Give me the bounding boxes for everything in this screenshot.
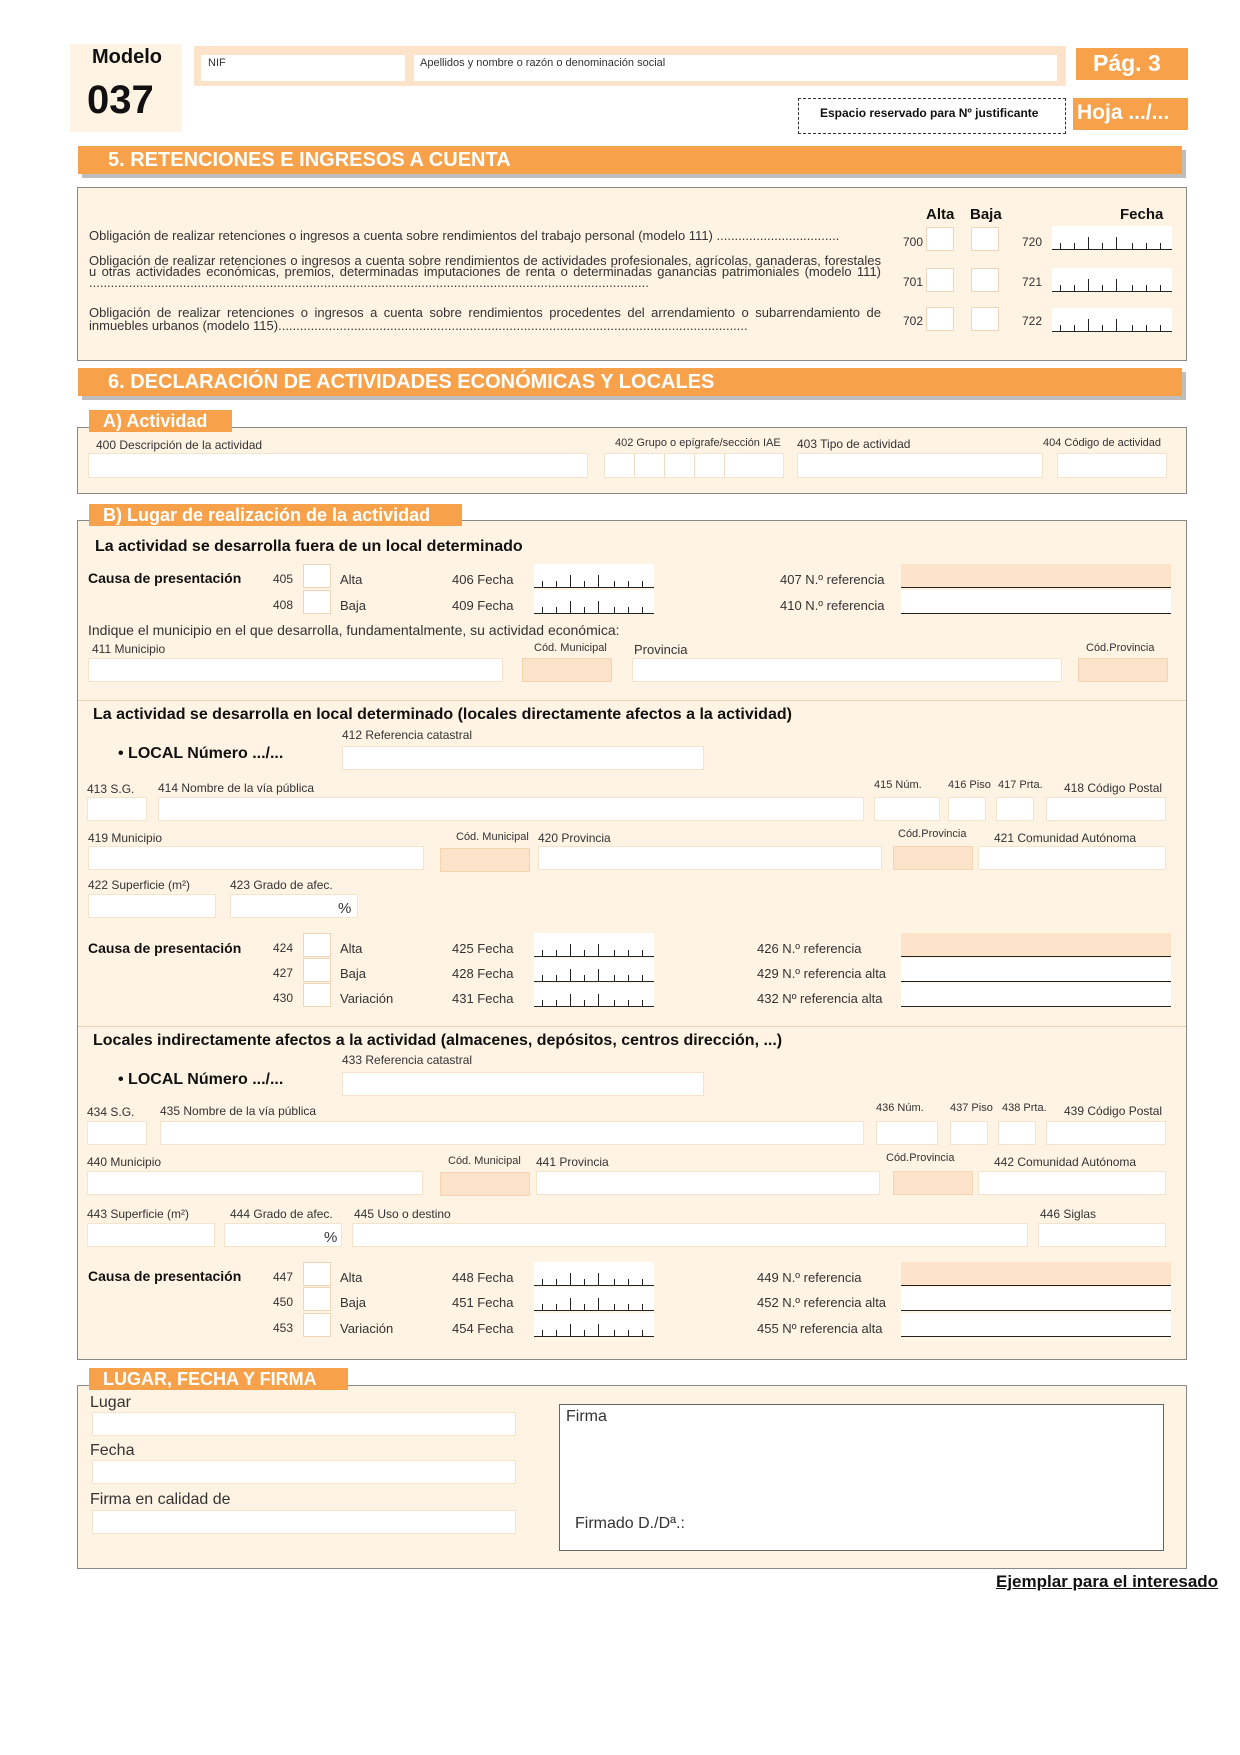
- f416-input[interactable]: [948, 797, 986, 821]
- page-label: Pág. 3: [1093, 50, 1161, 76]
- local-numero-1: • LOCAL Número .../...: [118, 745, 284, 762]
- fuera-title: La actividad se desarrolla fuera de un local determinado: [95, 538, 523, 555]
- alta-code-700: 700: [903, 235, 924, 249]
- f437-label: 437 Piso: [950, 1102, 993, 1114]
- f435-label: 435 Nombre de la vía pública: [160, 1104, 317, 1118]
- baja-label-450: Baja: [340, 1295, 367, 1310]
- f449-label: 449 N.º referencia: [757, 1270, 862, 1285]
- f415-label: 415 Núm.: [874, 779, 922, 791]
- f409-label: 409 Fecha: [452, 598, 514, 613]
- cod-municipal-input-1[interactable]: [522, 658, 612, 682]
- f442-input[interactable]: [978, 1171, 1166, 1195]
- f442-label: 442 Comunidad Autónoma: [994, 1155, 1137, 1169]
- calidad-input[interactable]: [92, 1510, 516, 1534]
- f428-date[interactable]: [534, 958, 654, 982]
- code-450: 450: [273, 1295, 294, 1309]
- f432-label: 432 Nº referencia alta: [757, 991, 883, 1006]
- firmado-label: Firmado D./Dª.:: [575, 1515, 685, 1532]
- obligation-text-1: Obligación de realizar retenciones o ingresos a cuenta sobre rendimientos del trabajo personal (modelo 111) ..................................: [89, 229, 840, 243]
- f441-label: 441 Provincia: [536, 1155, 609, 1169]
- f448-label: 448 Fecha: [452, 1270, 514, 1285]
- baja-checkbox-408[interactable]: [303, 590, 331, 614]
- code-427: 427: [273, 966, 294, 980]
- cod-municipal-input-2[interactable]: [440, 848, 530, 872]
- code-408: 408: [273, 598, 294, 612]
- f407-label: 407 N.º referencia: [780, 572, 885, 587]
- f443-input[interactable]: [87, 1223, 215, 1247]
- col-alta-label: Alta: [926, 206, 955, 223]
- f451-date[interactable]: [534, 1287, 654, 1311]
- variacion-label-453: Variación: [340, 1321, 394, 1336]
- f423-label: 423 Grado de afec.: [230, 878, 333, 892]
- fecha-label: Fecha: [90, 1442, 135, 1459]
- obligation-text-2: Obligación de realizar retenciones o ingresos a cuenta sobre rendimientos de actividades profesionales, agrícolas, ganaderas, forestales u otras actividades económicas, premios, determinadas imputaciones de renta o determinadas ganancias patrimoniales (modelo 111) ...........................................................................................................................................................: [89, 255, 881, 290]
- f400-label: 400 Descripción de la actividad: [96, 438, 263, 452]
- f425-date[interactable]: [534, 933, 654, 957]
- f445-label: 445 Uso o destino: [354, 1207, 451, 1221]
- f438-label: 438 Prta.: [1002, 1102, 1047, 1114]
- alta-label-424: Alta: [340, 941, 363, 956]
- alta-checkbox-702[interactable]: [926, 307, 954, 331]
- f413-input[interactable]: [87, 797, 147, 821]
- f420-input[interactable]: [538, 846, 882, 870]
- provincia-input-1[interactable]: [632, 658, 1062, 682]
- f434-input[interactable]: [87, 1121, 147, 1145]
- fecha-code-721: 721: [1022, 275, 1043, 289]
- f409-date[interactable]: [534, 590, 654, 614]
- alta-label-405: Alta: [340, 572, 363, 587]
- f433-input[interactable]: [342, 1072, 704, 1096]
- f412-input[interactable]: [342, 746, 704, 770]
- f413-label: 413 S.G.: [87, 782, 135, 796]
- f418-input[interactable]: [1046, 797, 1166, 821]
- indirect-title: Locales indirectamente afectos a la actividad (almacenes, depósitos, centros dirección, ...): [93, 1032, 783, 1049]
- firma-tab: LUGAR, FECHA Y FIRMA: [89, 1368, 345, 1390]
- alta-code-702: 702: [903, 314, 924, 328]
- f425-label: 425 Fecha: [452, 941, 514, 956]
- f437-input[interactable]: [950, 1121, 988, 1145]
- code-447: 447: [273, 1270, 294, 1284]
- lugar-input[interactable]: [92, 1412, 516, 1436]
- f420-label: 420 Provincia: [538, 831, 611, 845]
- code-405: 405: [273, 572, 294, 586]
- f446-label: 446 Siglas: [1040, 1207, 1097, 1221]
- alta-checkbox-424[interactable]: [303, 933, 331, 957]
- f414-label: 414 Nombre de la vía pública: [158, 781, 315, 795]
- f431-label: 431 Fecha: [452, 991, 514, 1006]
- causa-label-2: Causa de presentación: [88, 940, 242, 956]
- local-numero-2-text: LOCAL Número .../...: [128, 1071, 284, 1088]
- f449-input[interactable]: [901, 1262, 1171, 1286]
- f403-input[interactable]: [797, 453, 1043, 478]
- cod-provincia-input-2[interactable]: [893, 846, 973, 870]
- f438-input[interactable]: [998, 1121, 1036, 1145]
- baja-checkbox-701[interactable]: [971, 268, 999, 292]
- nif-label: NIF: [208, 57, 226, 69]
- lugar-label: Lugar: [90, 1394, 131, 1411]
- cod-municipal-input-3[interactable]: [440, 1172, 530, 1196]
- f432-input[interactable]: [901, 983, 1171, 1007]
- local-numero-1-text: LOCAL Número .../...: [128, 745, 284, 762]
- divider-2: [78, 1026, 1186, 1027]
- f428-label: 428 Fecha: [452, 966, 514, 981]
- alta-checkbox-701[interactable]: [926, 268, 954, 292]
- fecha-field-722[interactable]: [1052, 308, 1172, 332]
- f440-label: 440 Municipio: [87, 1155, 162, 1169]
- apellidos-label: Apellidos y nombre o razón o denominación social: [420, 57, 666, 69]
- local-title: La actividad se desarrolla en local determinado (locales directamente afectos a la actividad): [93, 706, 792, 723]
- f429-input[interactable]: [901, 958, 1171, 982]
- f452-input[interactable]: [901, 1287, 1171, 1311]
- f421-label: 421 Comunidad Autónoma: [994, 831, 1137, 845]
- col-baja-label: Baja: [970, 206, 1002, 223]
- f415-input[interactable]: [874, 797, 940, 821]
- f419-label: 419 Municipio: [88, 831, 163, 845]
- f454-label: 454 Fecha: [452, 1321, 514, 1336]
- baja-checkbox-450[interactable]: [303, 1287, 331, 1311]
- alta-checkbox-700[interactable]: [926, 227, 954, 251]
- f404-label: 404 Código de actividad: [1043, 437, 1162, 449]
- fecha-code-722: 722: [1022, 314, 1043, 328]
- f444-label: 444 Grado de afec.: [230, 1207, 333, 1221]
- code-430: 430: [273, 991, 294, 1005]
- f416-label: 416 Piso: [948, 779, 991, 791]
- f441-input[interactable]: [536, 1171, 880, 1195]
- f418-label: 418 Código Postal: [1064, 781, 1163, 795]
- indique-text: Indique el municipio en el que desarrolla, fundamentalmente, su actividad económica:: [88, 622, 620, 638]
- section5-title: 5. RETENCIONES E INGRESOS A CUENTA: [78, 146, 1182, 174]
- f445-input[interactable]: [352, 1223, 1028, 1247]
- calidad-label: Firma en calidad de: [90, 1491, 231, 1508]
- f455-label: 455 Nº referencia alta: [757, 1321, 883, 1336]
- percent-423: %: [338, 900, 352, 917]
- f414-input[interactable]: [158, 797, 864, 821]
- variacion-label-430: Variación: [340, 991, 394, 1006]
- f406-label: 406 Fecha: [452, 572, 514, 587]
- alta-label-447: Alta: [340, 1270, 363, 1285]
- alta-checkbox-405[interactable]: [303, 564, 331, 588]
- causa-label-1: Causa de presentación: [88, 570, 242, 586]
- f411-label: 411 Municipio: [92, 642, 166, 656]
- f417-input[interactable]: [996, 797, 1034, 821]
- baja-label-408: Baja: [340, 598, 367, 613]
- f431-date[interactable]: [534, 983, 654, 1007]
- code-453: 453: [273, 1321, 294, 1335]
- f417-label: 417 Prta.: [998, 779, 1043, 791]
- f421-input[interactable]: [978, 846, 1166, 870]
- f402-input[interactable]: [604, 453, 784, 478]
- provincia-label-1: Provincia: [634, 642, 688, 657]
- f429-label: 429 N.º referencia alta: [757, 966, 887, 981]
- causa-label-3: Causa de presentación: [88, 1268, 242, 1284]
- actividad-tab: A) Actividad: [89, 410, 229, 432]
- baja-checkbox-427[interactable]: [303, 958, 331, 982]
- f410-label: 410 N.º referencia: [780, 598, 885, 613]
- f451-label: 451 Fecha: [452, 1295, 514, 1310]
- fecha-input[interactable]: [92, 1460, 516, 1484]
- section6-title: 6. DECLARACIÓN DE ACTIVIDADES ECONÓMICAS Y LOCALES: [78, 368, 1182, 396]
- f436-label: 436 Núm.: [876, 1102, 924, 1114]
- cod-municipal-label-2: Cód. Municipal: [456, 831, 529, 843]
- cod-provincia-label-3: Cód.Provincia: [886, 1152, 955, 1164]
- f426-input[interactable]: [901, 933, 1171, 957]
- f433-label: 433 Referencia catastral: [342, 1053, 473, 1067]
- cod-provincia-input-3[interactable]: [893, 1171, 973, 1195]
- f434-label: 434 S.G.: [87, 1105, 135, 1119]
- f436-input[interactable]: [876, 1121, 938, 1145]
- f446-input[interactable]: [1038, 1223, 1166, 1247]
- f419-input[interactable]: [88, 846, 424, 870]
- local-numero-2: • LOCAL Número .../...: [118, 1071, 284, 1088]
- f410-input[interactable]: [901, 590, 1171, 614]
- f411-input[interactable]: [88, 658, 503, 682]
- modelo-label: Modelo: [92, 46, 162, 68]
- code-424: 424: [273, 941, 294, 955]
- f400-input[interactable]: [88, 453, 588, 478]
- variacion-checkbox-430[interactable]: [303, 983, 331, 1007]
- f440-input[interactable]: [87, 1171, 423, 1195]
- firma-label: Firma: [566, 1408, 607, 1425]
- f454-date[interactable]: [534, 1313, 654, 1337]
- f452-label: 452 N.º referencia alta: [757, 1295, 887, 1310]
- cod-municipal-label-3: Cód. Municipal: [448, 1155, 521, 1167]
- f422-label: 422 Superficie (m²): [88, 878, 191, 892]
- obligation-text-3: Obligación de realizar retenciones o ingresos a cuenta sobre rendimientos procedentes del arrendamiento o subarrendamiento de inmuebles urbanos (modelo 115)..................................................................................................................................: [89, 306, 881, 333]
- f435-input[interactable]: [160, 1121, 864, 1145]
- justificante-label: Espacio reservado para Nº justificante: [820, 106, 1039, 120]
- fecha-code-720: 720: [1022, 235, 1043, 249]
- baja-checkbox-700[interactable]: [971, 227, 999, 251]
- f403-label: 403 Tipo de actividad: [797, 437, 911, 451]
- f407-input[interactable]: [901, 564, 1171, 588]
- f426-label: 426 N.º referencia: [757, 941, 862, 956]
- f404-input[interactable]: [1057, 453, 1167, 478]
- cod-provincia-input-1[interactable]: [1078, 658, 1168, 682]
- variacion-checkbox-453[interactable]: [303, 1313, 331, 1337]
- divider-1: [78, 700, 1186, 701]
- f448-date[interactable]: [534, 1262, 654, 1286]
- fecha-field-720[interactable]: [1052, 226, 1172, 250]
- alta-code-701: 701: [903, 275, 924, 289]
- fecha-field-721[interactable]: [1052, 268, 1172, 292]
- col-fecha-label: Fecha: [1120, 206, 1164, 223]
- cod-provincia-label-2: Cód.Provincia: [898, 828, 967, 840]
- nif-field[interactable]: [201, 55, 405, 81]
- baja-checkbox-702[interactable]: [971, 307, 999, 331]
- f443-label: 443 Superficie (m²): [87, 1207, 190, 1221]
- modelo-number: 037: [87, 78, 154, 122]
- f439-input[interactable]: [1046, 1121, 1166, 1145]
- f412-label: 412 Referencia catastral: [342, 728, 473, 742]
- lugar-tab: B) Lugar de realización de la actividad: [89, 504, 459, 526]
- f402-label: 402 Grupo o epígrafe/sección IAE: [615, 437, 781, 449]
- f455-input[interactable]: [901, 1313, 1171, 1337]
- hoja-label: Hoja .../...: [1077, 101, 1170, 124]
- baja-label-427: Baja: [340, 966, 367, 981]
- ejemplar-label: Ejemplar para el interesado: [996, 1572, 1219, 1591]
- cod-municipal-label-1: Cód. Municipal: [534, 642, 607, 654]
- f422-input[interactable]: [88, 894, 216, 918]
- cod-provincia-label-1: Cód.Provincia: [1086, 642, 1155, 654]
- f439-label: 439 Código Postal: [1064, 1104, 1163, 1118]
- f406-date[interactable]: [534, 564, 654, 588]
- percent-444: %: [324, 1229, 338, 1246]
- alta-checkbox-447[interactable]: [303, 1262, 331, 1286]
